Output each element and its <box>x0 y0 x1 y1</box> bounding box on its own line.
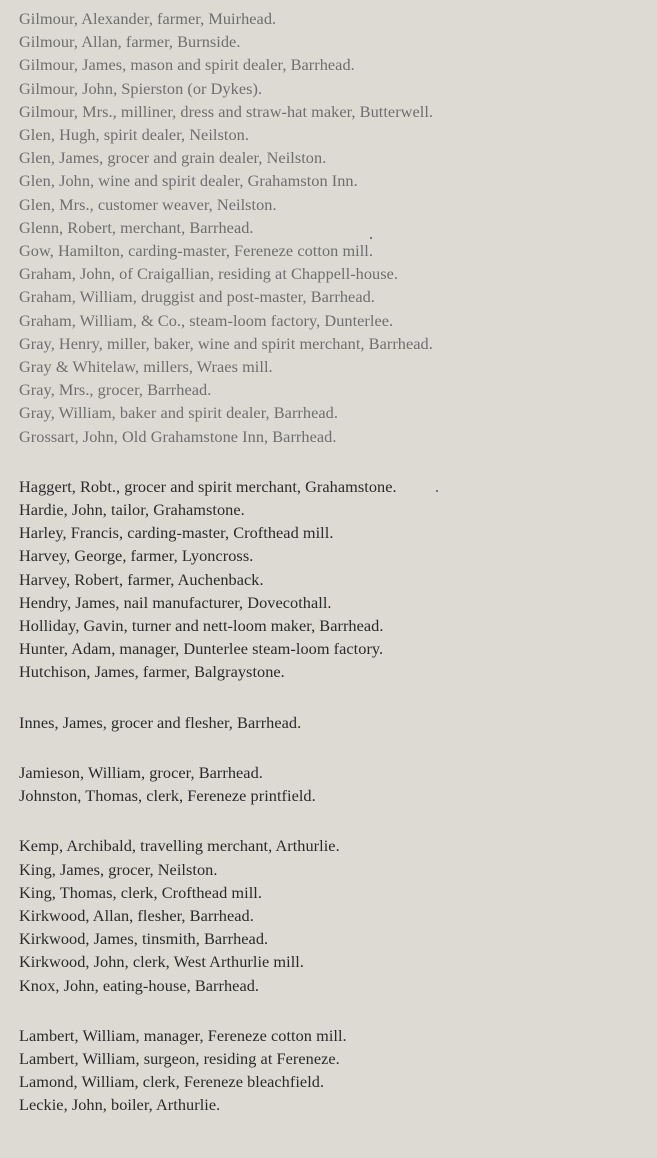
letter-group-k <box>19 834 657 996</box>
directory-entry: Graham, William, & Co., steam-loom factory, Dunterlee. <box>19 310 394 330</box>
directory-entry: Graham, William, druggist and post-master, Barrhead. <box>19 287 375 307</box>
letter-group-l <box>19 1024 657 1117</box>
letter-group-h <box>19 475 657 684</box>
directory-entry: Holliday, Gavin, turner and nett-loom maker, Barrhead. <box>19 616 384 636</box>
stray-mark <box>370 237 372 239</box>
directory-entry: Graham, John, of Craigallian, residing at Chappell-house. <box>19 264 399 284</box>
directory-entry: Glen, John, wine and spirit dealer, Grahamston Inn. <box>19 171 358 191</box>
directory-entry: Hutchison, James, farmer, Balgraystone. <box>19 662 285 682</box>
directory-entry: King, Thomas, clerk, Crofthead mill. <box>19 882 262 902</box>
directory-entry: Leckie, John, boiler, Arthurlie. <box>19 1095 221 1115</box>
directory-entry: Gilmour, James, mason and spirit dealer, Barrhead. <box>19 55 355 75</box>
directory-entry: Harley, Francis, carding-master, Crofthead mill. <box>19 523 334 543</box>
stray-mark <box>436 490 438 492</box>
directory-entry: King, James, grocer, Neilston. <box>19 859 218 879</box>
directory-entry: Gilmour, Mrs., milliner, dress and straw-hat maker, Butterwell. <box>19 101 434 121</box>
directory-entry: Gow, Hamilton, carding-master, Fereneze cotton mill. <box>19 241 373 261</box>
directory-entry: Innes, James, grocer and flesher, Barrhead. <box>19 712 302 732</box>
directory-entry: Glen, Hugh, spirit dealer, Neilston. <box>19 125 249 145</box>
directory-entry: Hardie, John, tailor, Grahamstone. <box>19 500 245 520</box>
directory-entry: Gray, Mrs., grocer, Barrhead. <box>19 380 212 400</box>
directory-entry: Kirkwood, Allan, flesher, Barrhead. <box>19 905 254 925</box>
directory-entry: Gilmour, Alexander, farmer, Muirhead. <box>19 9 277 28</box>
letter-group-i <box>19 711 657 734</box>
directory-entry: Gray & Whitelaw, millers, Wraes mill. <box>19 357 273 377</box>
directory-entry: Kemp, Archibald, travelling merchant, Arthurlie. <box>19 836 340 856</box>
directory-entry: Kirkwood, John, clerk, West Arthurlie mill. <box>19 952 304 972</box>
directory-entry: Kirkwood, James, tinsmith, Barrhead. <box>19 929 269 949</box>
directory-entry: Glenn, Robert, merchant, Barrhead. <box>19 217 254 237</box>
directory-entry: Gray, Henry, miller, baker, wine and spirit merchant, Barrhead. <box>19 333 433 353</box>
directory-entry: Lambert, William, surgeon, residing at Fereneze. <box>19 1048 340 1068</box>
directory-entry: Gilmour, Allan, farmer, Burnside. <box>19 32 241 52</box>
letter-group-j <box>19 761 657 807</box>
letter-group-g <box>19 7 657 448</box>
directory-entry: Glen, James, grocer and grain dealer, Neilston. <box>19 148 327 168</box>
directory-entry: Gilmour, John, Spierston (or Dykes). <box>19 78 263 98</box>
directory-entry: Harvey, George, farmer, Lyoncross. <box>19 546 254 566</box>
directory-entry: Glen, Mrs., customer weaver, Neilston. <box>19 194 277 214</box>
directory-entry: Hunter, Adam, manager, Dunterlee steam-loom factory. <box>19 639 384 659</box>
directory-entry: Lambert, William, manager, Fereneze cotton mill. <box>19 1025 347 1045</box>
directory-entry: Knox, John, eating-house, Barrhead. <box>19 975 260 995</box>
directory-entry: Jamieson, William, grocer, Barrhead. <box>19 762 263 782</box>
directory-list <box>19 7 657 1117</box>
directory-entry: Lamond, William, clerk, Fereneze bleachfield. <box>19 1072 325 1092</box>
directory-entry: Harvey, Robert, farmer, Auchenback. <box>19 569 264 589</box>
directory-entry: Gray, William, baker and spirit dealer, Barrhead. <box>19 403 338 423</box>
directory-entry: Hendry, James, nail manufacturer, Dovecothall. <box>19 592 332 612</box>
directory-entry: Haggert, Robt., grocer and spirit merchant, Grahamstone. <box>19 476 397 496</box>
directory-entry: Grossart, John, Old Grahamstone Inn, Barrhead. <box>19 426 337 446</box>
directory-entry: Johnston, Thomas, clerk, Fereneze printfield. <box>19 786 316 806</box>
